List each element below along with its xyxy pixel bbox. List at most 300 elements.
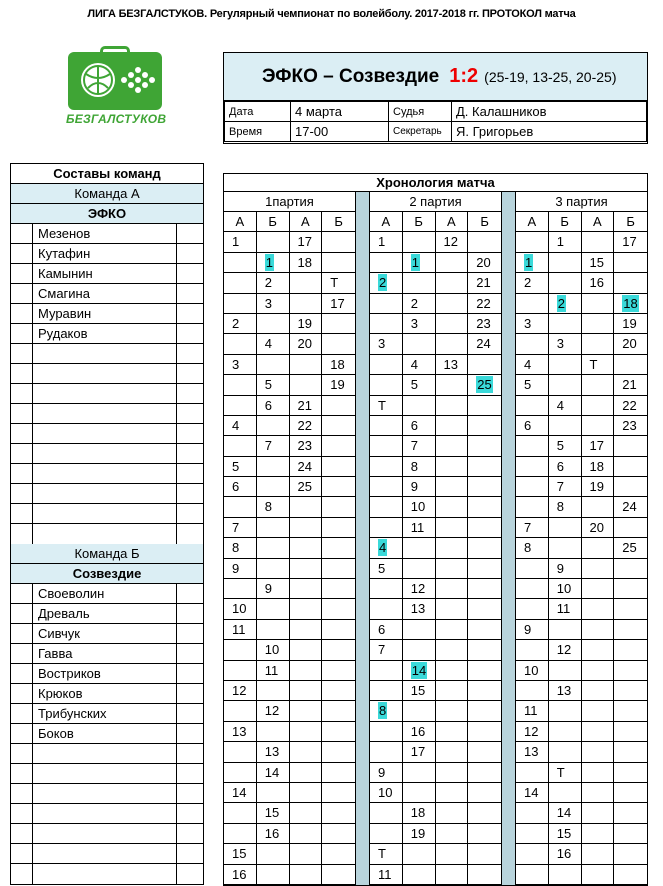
- score-cell: [436, 436, 469, 455]
- team-b-player-extra: [177, 664, 203, 683]
- score-cell: [582, 314, 615, 333]
- score-cell: [224, 742, 257, 761]
- score-cell: [468, 824, 501, 843]
- team-b-player-extra: [177, 864, 203, 884]
- team-column-label: А: [516, 212, 549, 231]
- chronology-row: [224, 579, 355, 599]
- team-a-player-row: [11, 384, 203, 404]
- score-cell: [614, 742, 647, 761]
- team-a-player-extra: [177, 444, 203, 463]
- chronology-row: [516, 742, 647, 762]
- score-cell: 3: [370, 334, 403, 353]
- chronology-row: [224, 273, 355, 293]
- score-cell: [403, 844, 436, 863]
- match-title: [224, 53, 647, 101]
- team-a-player-name: [33, 524, 177, 544]
- score-cell: [370, 722, 403, 741]
- date-value: 4 марта: [291, 102, 389, 122]
- chronology-row: [224, 334, 355, 354]
- set-1-column: [224, 192, 355, 885]
- score-cell: [290, 844, 323, 863]
- chronology-row: [516, 783, 647, 803]
- score-cell: [290, 681, 323, 700]
- score-cell: 10: [370, 783, 403, 802]
- score-cell: [322, 783, 355, 802]
- score-cell: [468, 742, 501, 761]
- team-a-player-name: Рудаков: [33, 324, 177, 343]
- score-cell: [436, 559, 469, 578]
- team-a-player-number: [11, 484, 33, 503]
- score-cell: Т: [370, 396, 403, 415]
- score-cell: [370, 375, 403, 394]
- score-cell: [582, 742, 615, 761]
- score-cell: [582, 783, 615, 802]
- score-cell: 14: [549, 803, 582, 822]
- chronology-row: [516, 640, 647, 660]
- score-cell: [614, 763, 647, 782]
- score-cell: 5: [549, 436, 582, 455]
- score-cell: [257, 783, 290, 802]
- score-cell: [322, 396, 355, 415]
- chronology-row: [516, 314, 647, 334]
- chronology-row: [224, 844, 355, 864]
- date-label: Дата: [225, 102, 291, 122]
- score-cell: [549, 518, 582, 537]
- score-cell: [370, 497, 403, 516]
- chronology-row: [224, 661, 355, 681]
- team-b-player-number: [11, 724, 33, 743]
- score-cell: [290, 497, 323, 516]
- team-a-player-number: [11, 324, 33, 343]
- score-cell: Т: [330, 275, 339, 291]
- team-a-player-row: [11, 264, 203, 284]
- team-a-player-extra: [177, 244, 203, 263]
- score-cell: [370, 436, 403, 455]
- judge-value: Д. Калашников: [452, 102, 647, 122]
- team-column-label: А: [370, 212, 403, 231]
- score-cell: [516, 334, 549, 353]
- score-cell: 8: [257, 497, 290, 516]
- team-b-label: Команда Б: [11, 544, 203, 564]
- score-cell: [322, 538, 355, 557]
- score-cell: 20: [622, 336, 637, 352]
- score-cell: 23: [622, 417, 637, 433]
- chronology-row: [370, 355, 501, 375]
- chronology-row: [224, 314, 355, 334]
- score-cell: [516, 681, 549, 700]
- score-cell: 8: [224, 538, 257, 557]
- score-cell: [516, 844, 549, 863]
- team-b-player-number: [11, 764, 33, 783]
- score-cell: 11: [549, 599, 582, 618]
- team-b-player-name: Крюков: [33, 684, 177, 703]
- team-b-player-name: Востриков: [33, 664, 177, 683]
- chronology-row: [516, 477, 647, 497]
- score-cell: [614, 477, 647, 496]
- chronology-row: [224, 742, 355, 762]
- chronology-row: [370, 599, 501, 619]
- score-cell: 20: [476, 254, 491, 270]
- chronology-row: [370, 314, 501, 334]
- team-b-player-number: [11, 644, 33, 663]
- highlighted-score: 1: [265, 254, 273, 270]
- score-cell: [403, 334, 436, 353]
- score-cell: 20: [290, 334, 323, 353]
- score-cell: 16: [224, 865, 257, 884]
- score-cell: [516, 579, 549, 598]
- score-cell: [290, 783, 323, 802]
- team-a-player-row: [11, 484, 203, 504]
- score-cell: [582, 844, 615, 863]
- score-cell: [322, 477, 355, 496]
- score-cell: [549, 701, 582, 720]
- team-a-player-number: [11, 384, 33, 403]
- score-cell: 3: [516, 314, 549, 333]
- chronology-row: [224, 355, 355, 375]
- score-cell: [614, 355, 647, 374]
- score-cell: 2: [224, 314, 257, 333]
- score-cell: 11: [257, 661, 290, 680]
- score-cell: [436, 742, 469, 761]
- score-cell: [370, 294, 403, 313]
- score-cell: 1: [370, 232, 403, 251]
- score-cell: 9: [224, 559, 257, 578]
- set-2-label: 2 партия: [370, 192, 501, 212]
- score-cell: [614, 457, 647, 476]
- score-cell: [582, 559, 615, 578]
- team-a-player-name: [33, 464, 177, 483]
- score-cell: 11: [516, 701, 549, 720]
- chronology-row: [224, 865, 355, 885]
- score-cell: 4: [257, 334, 290, 353]
- score-cell: [468, 396, 501, 415]
- team-a-player-number: [11, 224, 33, 243]
- score-cell: 19: [582, 477, 615, 496]
- score-cell: [224, 253, 257, 272]
- score-cell: 17: [622, 234, 637, 250]
- score-cell: [516, 640, 549, 659]
- chronology-row: [224, 396, 355, 416]
- score-cell: [468, 436, 501, 455]
- score-cell: [436, 661, 469, 680]
- score-cell: [290, 579, 323, 598]
- score-cell: [468, 640, 501, 659]
- score-cell: [290, 538, 323, 557]
- team-a-player-row: [11, 244, 203, 264]
- score-cell: [468, 416, 501, 435]
- team-a-player-extra: [177, 464, 203, 483]
- score-cell: 11: [403, 518, 436, 537]
- chronology-row: [224, 497, 355, 517]
- score-cell: 19: [290, 314, 323, 333]
- score-cell: [290, 620, 323, 639]
- highlighted-score: 4: [379, 540, 387, 556]
- score-cell: [436, 314, 469, 333]
- score-cell: [322, 579, 355, 598]
- score-cell: [322, 722, 355, 741]
- rosters-title: Составы команд: [11, 164, 203, 184]
- time-label: Время: [225, 122, 291, 142]
- team-a-player-number: [11, 244, 33, 263]
- score-cell: [436, 294, 469, 313]
- score-cell: 5: [516, 375, 549, 394]
- chronology-row: [224, 232, 355, 252]
- score-cell: [224, 763, 257, 782]
- team-b-player-number: [11, 804, 33, 823]
- score-cell: [614, 783, 647, 802]
- score-cell: [436, 538, 469, 557]
- team-b-player-number: [11, 584, 33, 603]
- score-cell: [403, 701, 436, 720]
- score-cell: [224, 803, 257, 822]
- team-a-player-number: [11, 264, 33, 283]
- score-cell: [257, 416, 290, 435]
- score-cell: [370, 742, 403, 761]
- team-b-player-row: [11, 744, 203, 764]
- score-cell: [322, 416, 355, 435]
- team-b-player-extra: [177, 604, 203, 623]
- score-cell: [516, 294, 549, 313]
- score-cell: [403, 640, 436, 659]
- score-cell: [322, 497, 355, 516]
- score-cell: 8: [403, 457, 436, 476]
- score-cell: [370, 661, 403, 680]
- chronology-row: [516, 661, 647, 681]
- team-a-player-name: Смагина: [33, 284, 177, 303]
- team-a-player-number: [11, 304, 33, 323]
- score-cell: [468, 661, 501, 680]
- score-cell: [403, 538, 436, 557]
- score-cell: 6: [516, 416, 549, 435]
- chronology-row: [370, 824, 501, 844]
- team-b-player-extra: [177, 584, 203, 603]
- score-cell: [549, 375, 582, 394]
- score-cell: [224, 497, 257, 516]
- score-cell: 17: [582, 436, 615, 455]
- team-a-player-extra: [177, 384, 203, 403]
- score-cell: [582, 763, 615, 782]
- score-cell: [582, 538, 615, 557]
- team-a-player-row: [11, 424, 203, 444]
- team-b-player-number: [11, 844, 33, 863]
- score-cell: 2: [403, 294, 436, 313]
- team-b-player-number: [11, 744, 33, 763]
- score-cell: [516, 253, 549, 272]
- score-cell: 11: [224, 620, 257, 639]
- score-cell: 4: [516, 355, 549, 374]
- score-cell: [582, 803, 615, 822]
- team-b-player-extra: [177, 624, 203, 643]
- team-column-label: Б: [626, 214, 635, 229]
- score-cell: 6: [549, 457, 582, 476]
- score-cell: [322, 436, 355, 455]
- score-cell: 13: [516, 742, 549, 761]
- team-a-player-extra: [177, 344, 203, 363]
- score-cell: [322, 824, 355, 843]
- score-cell: 3: [403, 314, 436, 333]
- score-cell: 12: [403, 579, 436, 598]
- team-a-player-row: [11, 284, 203, 304]
- score-cell: [322, 763, 355, 782]
- team-a-player-name: [33, 484, 177, 503]
- score-cell: 9: [370, 763, 403, 782]
- chronology-row: [224, 294, 355, 314]
- score-cell: [403, 661, 436, 680]
- score-cell: [468, 803, 501, 822]
- score-cell: [257, 477, 290, 496]
- team-b-player-extra: [177, 764, 203, 783]
- score-cell: [224, 396, 257, 415]
- score-cell: [436, 579, 469, 598]
- team-b-player-number: [11, 704, 33, 723]
- score-cell: 14: [257, 763, 290, 782]
- score-cell: [436, 477, 469, 496]
- score-cell: [549, 294, 582, 313]
- score-cell: 8: [549, 497, 582, 516]
- team-b-player-number: [11, 824, 33, 843]
- score-cell: [516, 396, 549, 415]
- team-a-player-row: [11, 524, 203, 544]
- highlighted-score: 1: [525, 254, 533, 270]
- score-cell: 25: [290, 477, 323, 496]
- score-cell: [290, 640, 323, 659]
- score-cell: 15: [224, 844, 257, 863]
- score-cell: [582, 661, 615, 680]
- chronology-row: [370, 661, 501, 681]
- score-cell: [257, 722, 290, 741]
- score-cell: [290, 803, 323, 822]
- team-b-player-row: [11, 704, 203, 724]
- chronology-row: [370, 701, 501, 721]
- score-cell: [370, 599, 403, 618]
- score-cell: 18: [582, 457, 615, 476]
- score-cell: [436, 865, 469, 884]
- score-cell: [468, 538, 501, 557]
- score-cell: [403, 783, 436, 802]
- team-b-player-row: [11, 584, 203, 604]
- score-cell: [224, 824, 257, 843]
- score-cell: [322, 620, 355, 639]
- score-cell: [290, 824, 323, 843]
- score-cell: 19: [330, 377, 345, 393]
- score-cell: [370, 824, 403, 843]
- set-3-label: 3 партия: [516, 192, 647, 212]
- score-cell: [290, 273, 323, 292]
- league-logo: [66, 46, 166, 128]
- score-cell: [516, 599, 549, 618]
- score-cell: 6: [403, 416, 436, 435]
- team-a-name: ЭФКО: [11, 204, 203, 224]
- team-a-player-name: Муравин: [33, 304, 177, 323]
- team-a-player-name: [33, 384, 177, 403]
- score-cell: [582, 681, 615, 700]
- score-cell: [257, 844, 290, 863]
- score-cell: [468, 375, 501, 394]
- score-cell: [224, 334, 257, 353]
- score-cell: Т: [582, 355, 615, 374]
- score-cell: [468, 497, 501, 516]
- score-cell: [322, 334, 355, 353]
- chronology-row: [370, 436, 501, 456]
- team-b-player-row: [11, 644, 203, 664]
- team-b-player-row: [11, 684, 203, 704]
- score-cell: [370, 477, 403, 496]
- team-b-player-extra: [177, 804, 203, 823]
- score-cell: 15: [257, 803, 290, 822]
- team-b-name: Созвездие: [11, 564, 203, 584]
- team-a-player-extra: [177, 304, 203, 323]
- highlighted-score: 18: [623, 295, 638, 311]
- score-cell: [257, 314, 290, 333]
- score-cell: [614, 661, 647, 680]
- team-b-player-name: [33, 784, 177, 803]
- chronology-row: [370, 865, 501, 885]
- score-cell: [257, 559, 290, 578]
- chronology-row: [516, 355, 647, 375]
- score-cell: 14: [224, 783, 257, 802]
- chronology-row: [516, 803, 647, 823]
- score-cell: [582, 396, 615, 415]
- team-a-player-row: [11, 404, 203, 424]
- chronology-row: [224, 559, 355, 579]
- score-cell: [436, 681, 469, 700]
- score-cell: [516, 559, 549, 578]
- score-cell: [257, 518, 290, 537]
- document-header: ЛИГА БЕЗГАЛСТУКОВ. Регулярный чемпионат по волейболу. 2017-2018 гг. ПРОТОКОЛ матча: [87, 8, 576, 20]
- score-cell: 3: [257, 294, 290, 313]
- chronology-row: [370, 294, 501, 314]
- chronology-row: [370, 375, 501, 395]
- score-cell: [582, 599, 615, 618]
- chronology-row: [370, 477, 501, 497]
- score-cell: [582, 640, 615, 659]
- team-a-player-name: Мезенов: [33, 224, 177, 243]
- score-cell: 7: [516, 518, 549, 537]
- chronology-row: [516, 620, 647, 640]
- score-cell: 7: [403, 436, 436, 455]
- team-a-player-row: [11, 364, 203, 384]
- score-cell: 13: [403, 599, 436, 618]
- score-cell: 18: [403, 803, 436, 822]
- chronology-row: [516, 865, 647, 885]
- chronology-row: [516, 518, 647, 538]
- score-cell: [436, 416, 469, 435]
- score-cell: 16: [582, 273, 615, 292]
- score-cell: [549, 314, 582, 333]
- team-b-player-extra: [177, 644, 203, 663]
- team-b-player-name: Древаль: [33, 604, 177, 623]
- score-cell: [468, 579, 501, 598]
- team-b-player-extra: [177, 784, 203, 803]
- score-cell: 10: [549, 579, 582, 598]
- score-cell: 10: [257, 640, 290, 659]
- score-cell: [290, 865, 323, 884]
- score-cell: 4: [403, 355, 436, 374]
- score-cell: 5: [224, 457, 257, 476]
- briefcase-icon: [68, 52, 162, 110]
- score-cell: [549, 416, 582, 435]
- score-cell: [468, 599, 501, 618]
- score-cell: 13: [224, 722, 257, 741]
- set-1-label: 1партия: [224, 192, 355, 212]
- score-cell: [436, 763, 469, 782]
- team-b-player-row: [11, 844, 203, 864]
- team-a-player-name: Камынин: [33, 264, 177, 283]
- score-cell: [370, 416, 403, 435]
- score-cell: [582, 620, 615, 639]
- score-cell: 23: [290, 436, 323, 455]
- score-cell: [403, 865, 436, 884]
